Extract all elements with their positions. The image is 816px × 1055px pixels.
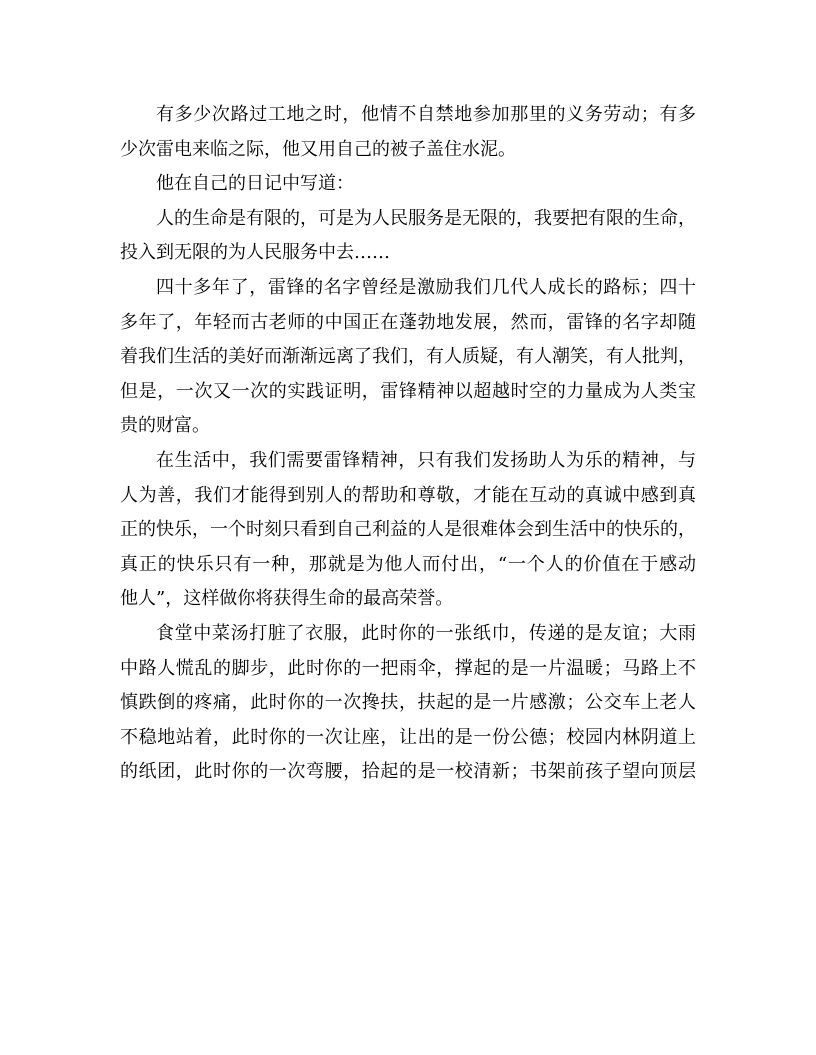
paragraph-2: [120, 167, 696, 202]
paragraph-5: [120, 444, 696, 617]
paragraph-1: [120, 98, 696, 167]
text-line: 人为善，我们才能得到别人的帮助和尊敬，才能在互动的真诚中感到真: [120, 484, 696, 506]
text-line: 贵的财富。: [120, 415, 210, 437]
text-line: 他人”，这样做你将获得生命的最高荣誉。: [120, 588, 454, 610]
text-line: 有多少次路过工地之时，他情不自禁地参加那里的义务劳动；有多: [156, 104, 696, 125]
text-line: 少次雷电来临之际，他又用自己的被子盖住水泥。: [120, 138, 516, 160]
text-line: 他在自己的日记中写道：: [156, 173, 354, 195]
text-line: 慎跌倒的疼痛，此时你的一次搀扶，扶起的是一片感激；公交车上老人: [120, 692, 696, 714]
text-line: 多年了，年轻而古老师的中国正在蓬勃地发展，然而，雷锋的名字却随: [120, 311, 696, 333]
text-line: 真正的快乐只有一种，那就是为他人而付出，“一个人的价值在于感动: [120, 553, 696, 575]
text-line: 食堂中菜汤打脏了衣服，此时你的一张纸巾，传递的是友谊；大雨: [156, 622, 696, 644]
text-line: 人的生命是有限的，可是为人民服务是无限的，我要把有限的生命，: [156, 207, 696, 229]
text-line: 不稳地站着，此时你的一次让座，让出的是一份公德；校园内林阴道上: [120, 726, 696, 748]
text-line: 着我们生活的美好而渐渐远离了我们，有人质疑，有人潮笑，有人批判，: [120, 346, 696, 368]
paragraph-3: [120, 202, 696, 271]
paragraph-6: [120, 617, 696, 790]
text-line: 中路人慌乱的脚步，此时你的一把雨伞，撑起的是一片温暖；马路上不: [120, 657, 696, 679]
text-line: 正的快乐，一个时刻只看到自己利益的人是很难体会到生活中的快乐的，: [120, 519, 696, 541]
text-line: 投入到无限的为人民服务中去……: [120, 242, 390, 264]
text-line: 的纸团，此时你的一次弯腰，拾起的是一校清新；书架前孩子望向顶层: [120, 761, 696, 783]
paragraph-4: [120, 271, 696, 444]
document-body: [120, 98, 696, 790]
text-line: 四十多年了，雷锋的名字曾经是激励我们几代人成长的路标；四十: [156, 276, 696, 298]
text-line: 但是，一次又一次的实践证明，雷锋精神以超越时空的力量成为人类宝: [120, 380, 696, 402]
text-line: 在生活中，我们需要雷锋精神，只有我们发扬助人为乐的精神，与: [156, 449, 696, 471]
